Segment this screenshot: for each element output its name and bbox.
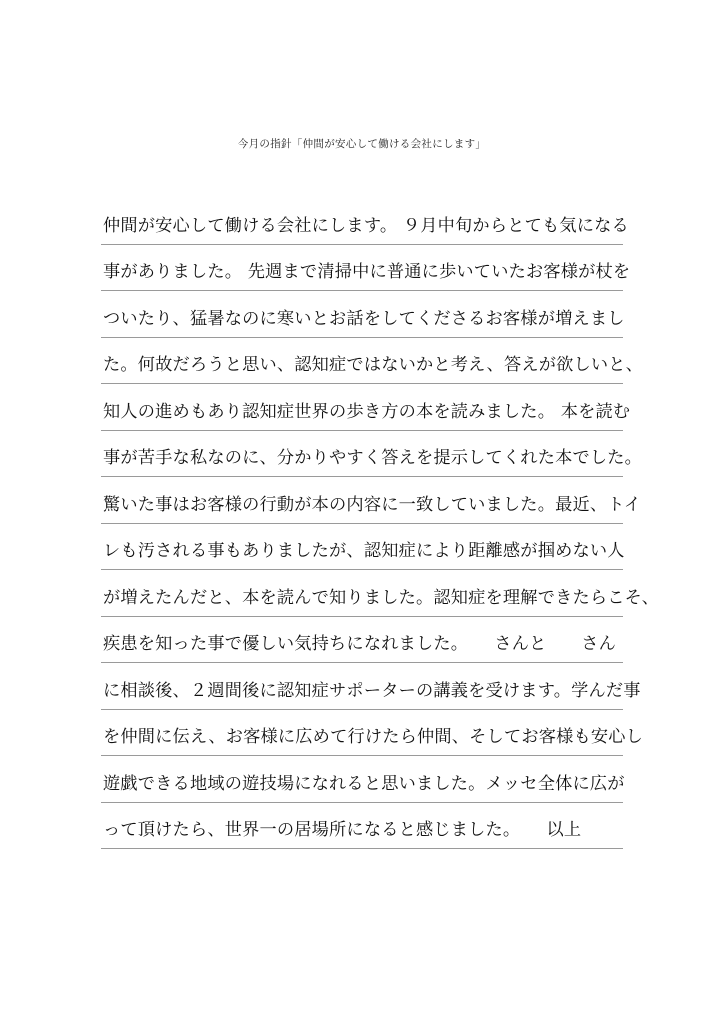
ruled-line (101, 524, 623, 571)
ruled-line (101, 477, 642, 524)
text-line: 知人の進めもあり認知症世界の歩き方の本を読みました。 本を読む (103, 401, 631, 422)
text-line: た。何故だろうと思い、認知症ではないかと考え、答えが欲しいと、 (103, 355, 644, 375)
ruled-line (101, 570, 660, 617)
text-line: 遊戯できる地域の遊技場になれると思いました。メッセ全体に広が (103, 773, 625, 794)
text-line: を仲間に伝え、お客様に広めて行けたら仲間、そしてお客様も安心し (103, 727, 644, 747)
ruled-line (101, 245, 631, 292)
ruled-line (101, 663, 641, 710)
ruled-line (101, 431, 643, 478)
text-line: に相談後、２週間後に認知症サポーターの講義を受けます。学んだ事 (103, 680, 641, 701)
ruled-line (101, 710, 644, 757)
text-line: って頂けたら、世界一の居場所になると感じました。 以上 (103, 820, 582, 840)
ruled-line (101, 384, 631, 431)
document-body (101, 198, 660, 849)
text-line: レも汚される事もありましたが、認知症により距離感が掴めない人 (103, 541, 625, 561)
text-line: が増えたんだと、本を読んで知りました。認知症を理解できたらこそ、 (103, 587, 660, 608)
ruled-line (101, 803, 623, 850)
text-line: 驚いた事はお客様の行動が本の内容に一致していました。最近、トイ (103, 494, 642, 515)
ruled-line (101, 617, 623, 664)
document-title: 今月の指針「仲間が安心して働ける会社にします」 (237, 138, 487, 150)
ruled-line (101, 198, 629, 245)
ruled-line (101, 291, 623, 338)
ruled-line (101, 338, 644, 385)
text-line: 疾患を知った事で優しい気持ちになれました。 さんと さん (103, 634, 617, 654)
ruled-line (101, 756, 623, 803)
text-line: 仲間が安心して働ける会社にします。 ９月中旬からとても気になる (103, 215, 629, 236)
text-line: 事がありました。 先週まで清掃中に普通に歩いていたお客様が杖を (103, 262, 631, 282)
text-line: ついたり、猛暑なのに寒いとお話をしてくださるお客様が増えまし (103, 308, 625, 329)
text-line: 事が苦手な私なのに、分かりやすく答えを提示してくれた本でした。 (103, 448, 643, 468)
